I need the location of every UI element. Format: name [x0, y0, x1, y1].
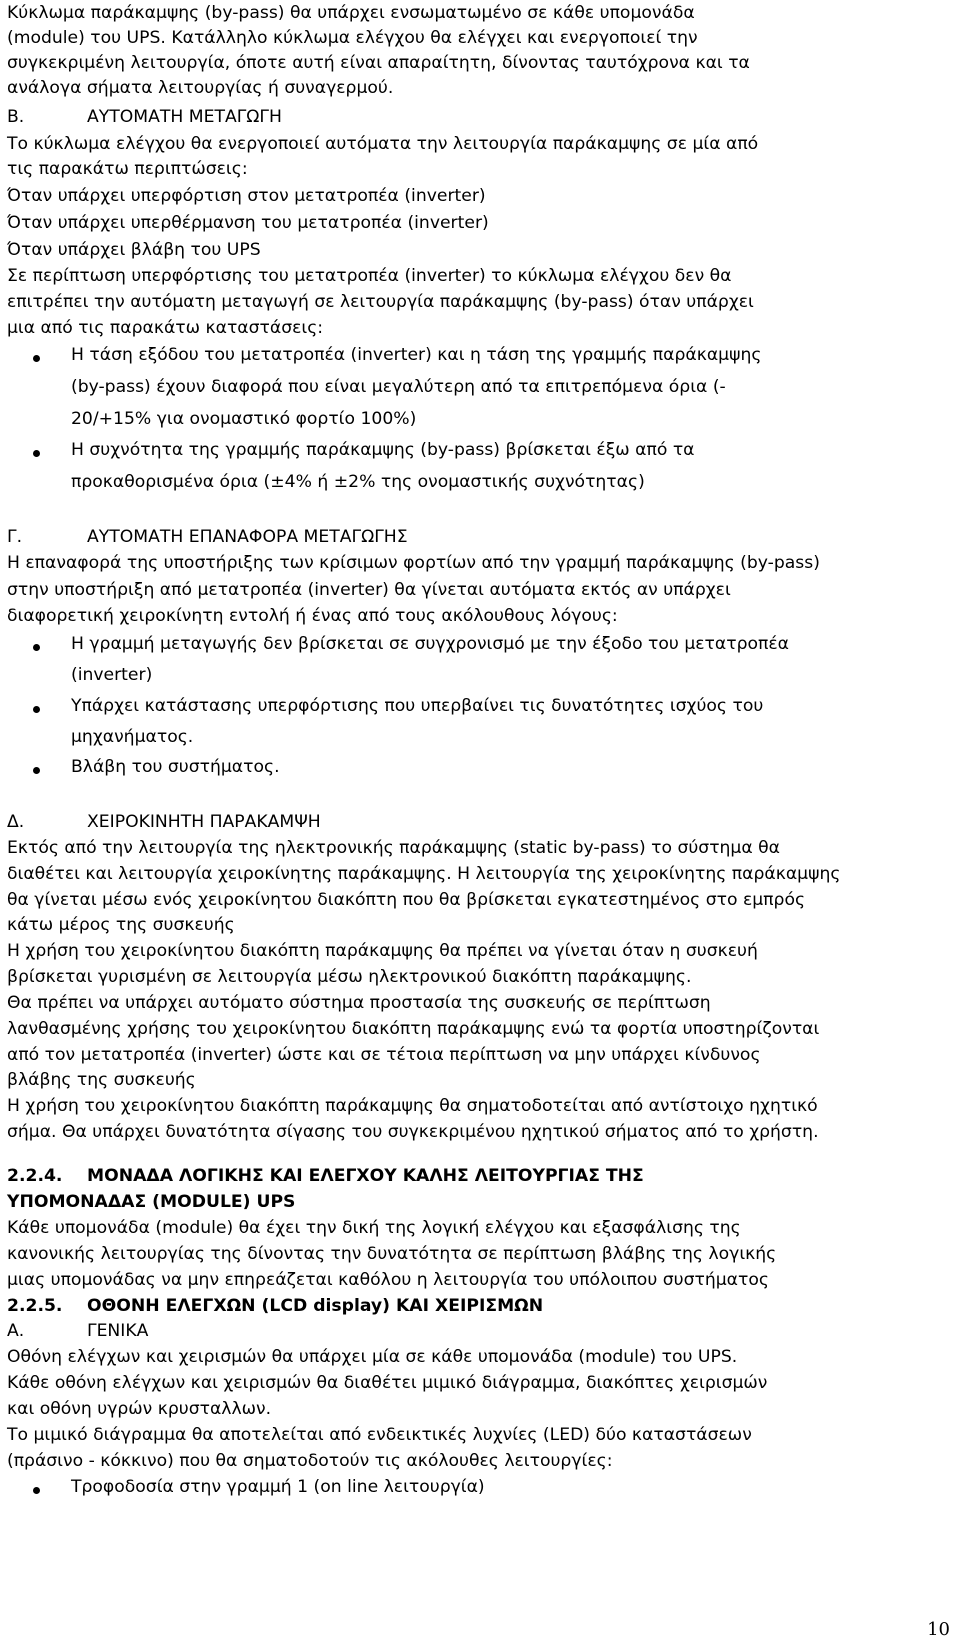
section-d-line: Η χρήση του χειροκίνητου διακόπτη παράκαμψης θα πρέπει να γίνεται όταν η συσκευή — [7, 941, 758, 961]
bullet-line: 20/+15% για ονομαστικό φορτίο 100%) — [71, 409, 417, 429]
section-224-line: κανονικής λειτουργίας της δίνοντας την δυνατότητα σε περίπτωση βλάβης της λογικής — [7, 1244, 777, 1264]
section-225-sub-title: ΓΕΝΙΚΑ — [87, 1321, 149, 1341]
section-c-heading — [7, 524, 408, 550]
section-d-line: κάτω μέρος της συσκευής — [7, 915, 235, 935]
section-d-line: βλάβης της συσκευής — [7, 1070, 196, 1090]
section-d-line: Θα πρέπει να υπάρχει αυτόματο σύστημα προστασία της συσκευής σε περίπτωση — [7, 993, 711, 1013]
section-d-line: λανθασμένης χρήσης του χειροκίνητου διακόπτη παράκαμψης ενώ τα φορτία υποστηρίζονται — [7, 1019, 820, 1039]
bullet-icon — [33, 767, 40, 774]
section-b-line: μια από τις παρακάτω καταστάσεις: — [7, 318, 324, 338]
section-b-title: ΑΥΤΟΜΑΤΗ ΜΕΤΑΓΩΓΗ — [87, 107, 282, 127]
intro-line: (module) του UPS. Κατάλληλο κύκλωμα ελέγχου θα ελέγχει και ενεργοποιεί την — [7, 28, 698, 48]
section-224-line: Κάθε υπομονάδα (module) θα έχει την δική της λογική ελέγχου και εξασφάλισης της — [7, 1218, 741, 1238]
intro-line: συγκεκριμένη λειτουργία, όποτε αυτή είναι απαραίτητη, δίνοντας ταυτόχρονα και τα — [7, 53, 750, 73]
section-b-line: Όταν υπάρχει υπερθέρμανση του μετατροπέα (inverter) — [7, 213, 489, 233]
page-number: 10 — [927, 1619, 950, 1640]
section-c-line: διαφορετική χειροκίνητη εντολή ή ένας από τους ακόλουθους λόγους: — [7, 606, 618, 626]
bullet-line: Υπάρχει κατάστασης υπερφόρτισης που υπερβαίνει τις δυνατότητες ισχύος του — [71, 696, 764, 716]
bullet-icon — [33, 644, 40, 651]
section-225-subheading — [7, 1318, 148, 1344]
section-225-number: 2.2.5. — [7, 1296, 63, 1316]
section-d-letter: Δ. — [7, 812, 25, 832]
bullet-line: Βλάβη του συστήματος. — [71, 757, 280, 777]
section-d-line: Η χρήση του χειροκίνητου διακόπτη παράκαμψης θα σηματοδοτείται από αντίστοιχο ηχητικό — [7, 1096, 818, 1116]
section-d-line: θα γίνεται μέσω ενός χειροκίνητου διακόπτη που θα βρίσκεται εγκατεστημένος στο εμπρός — [7, 890, 806, 910]
section-225-sub-letter: Α. — [7, 1321, 25, 1341]
bullet-line: Η γραμμή μεταγωγής δεν βρίσκεται σε συγχρονισμό με την έξοδο του μετατροπέα — [71, 634, 789, 654]
section-b-heading — [7, 104, 282, 130]
section-d-heading — [7, 809, 321, 835]
section-b-line: Το κύκλωμα ελέγχου θα ενεργοποιεί αυτόματα την λειτουργία παράκαμψης σε μία από — [7, 134, 759, 154]
bullet-line: (inverter) — [71, 665, 153, 685]
bullet-icon — [33, 706, 40, 713]
bullet-line: Τροφοδοσία στην γραμμή 1 (on line λειτουργία) — [71, 1477, 485, 1497]
section-224-title: ΜΟΝΑΔΑ ΛΟΓΙΚΗΣ ΚΑΙ ΕΛΕΓΧΟΥ ΚΑΛΗΣ ΛΕΙΤΟΥΡΓΙΑΣ ΤΗΣ — [87, 1166, 644, 1186]
section-d-line: από τον μετατροπέα (inverter) ώστε και σε τέτοια περίπτωση να μην υπάρχει κίνδυνος — [7, 1045, 761, 1065]
section-b-line: Όταν υπάρχει υπερφόρτιση στον μετατροπέα (inverter) — [7, 186, 486, 206]
bullet-line: (by-pass) έχουν διαφορά που είναι μεγαλύτερη από τα επιτρεπόμενα όρια (- — [71, 377, 726, 397]
section-224-line: μιας υπομονάδας να μην επηρεάζεται καθόλου η λειτουργία του υπόλοιπου συστήματος — [7, 1270, 769, 1290]
section-225-line: (πράσινο - κόκκινο) που θα σηματοδοτούν τις ακόλουθες λειτουργίες: — [7, 1451, 613, 1471]
bullet-line: μηχανήματος. — [71, 727, 194, 747]
bullet-line: Η συχνότητα της γραμμής παράκαμψης (by-pass) βρίσκεται έξω από τα — [71, 440, 695, 460]
section-224-title-cont: ΥΠΟΜΟΝΑΔΑΣ (MODULE) UPS — [7, 1192, 296, 1212]
section-d-title: ΧΕΙΡΟΚΙΝΗΤΗ ΠΑΡΑΚΑΜΨΗ — [87, 812, 321, 832]
intro-line: Κύκλωμα παράκαμψης (by-pass) θα υπάρχει ενσωματωμένο σε κάθε υπομονάδα — [7, 3, 695, 23]
bullet-icon — [33, 1487, 40, 1494]
section-225-line: και οθόνη υγρών κρυσταλλων. — [7, 1399, 272, 1419]
bullet-icon — [33, 355, 40, 362]
section-d-line: Εκτός από την λειτουργία της ηλεκτρονικής παράκαμψης (static by-pass) το σύστημα θα — [7, 838, 781, 858]
section-c-letter: Γ. — [7, 527, 23, 547]
section-c-title: ΑΥΤΟΜΑΤΗ ΕΠΑΝΑΦΟΡΑ ΜΕΤΑΓΩΓΗΣ — [87, 527, 408, 547]
bullet-line: προκαθορισμένα όρια (±4% ή ±2% της ονομαστικής συχνότητας) — [71, 472, 645, 492]
section-225-line: Το μιμικό διάγραμμα θα αποτελείται από ενδεικτικές λυχνίες (LED) δύο καταστάσεων — [7, 1425, 752, 1445]
section-c-line: στην υποστήριξη από μετατροπέα (inverter) θα γίνεται αυτόματα εκτός αν υπάρχει — [7, 580, 731, 600]
section-d-line: σήμα. Θα υπάρχει δυνατότητα σίγασης του συγκεκριμένου ηχητικού σήματος από το χρήστη. — [7, 1122, 819, 1142]
section-b-line: Σε περίπτωση υπερφόρτισης του μετατροπέα (inverter) το κύκλωμα ελέγχου δεν θα — [7, 266, 732, 286]
bullet-line: Η τάση εξόδου του μετατροπέα (inverter) και η τάση της γραμμής παράκαμψης — [71, 345, 762, 365]
section-b-letter: Β. — [7, 107, 25, 127]
section-224-heading — [7, 1163, 644, 1189]
section-225-heading — [7, 1293, 543, 1319]
section-225-line: Οθόνη ελέγχων και χειρισμών θα υπάρχει μία σε κάθε υπομονάδα (module) του UPS. — [7, 1347, 738, 1367]
section-d-line: βρίσκεται γυρισμένη σε λειτουργία μέσω ηλεκτρονικού διακόπτη παράκαμψης. — [7, 967, 692, 987]
section-b-line: Όταν υπάρχει βλάβη του UPS — [7, 240, 261, 260]
section-c-line: Η επαναφορά της υποστήριξης των κρίσιμων φορτίων από την γραμμή παράκαμψης (by-pass) — [7, 553, 820, 573]
section-b-line: επιτρέπει την αυτόματη μεταγωγή σε λειτουργία παράκαμψης (by-pass) όταν υπάρχει — [7, 292, 754, 312]
intro-line: ανάλογα σήματα λειτουργίας ή συναγερμού. — [7, 78, 394, 98]
section-d-line: διαθέτει και λειτουργία χειροκίνητης παράκαμψης. Η λειτουργία της χειροκίνητης παράκαμψης — [7, 864, 841, 884]
bullet-icon — [33, 450, 40, 457]
section-b-line: τις παρακάτω περιπτώσεις: — [7, 159, 248, 179]
section-225-title: ΟΘΟΝΗ ΕΛΕΓΧΩΝ (LCD display) ΚΑΙ ΧΕΙΡΙΣΜΩΝ — [87, 1296, 544, 1316]
section-224-number: 2.2.4. — [7, 1166, 63, 1186]
section-225-line: Κάθε οθόνη ελέγχων και χειρισμών θα διαθέτει μιμικό διάγραμμα, διακόπτες χειρισμών — [7, 1373, 768, 1393]
